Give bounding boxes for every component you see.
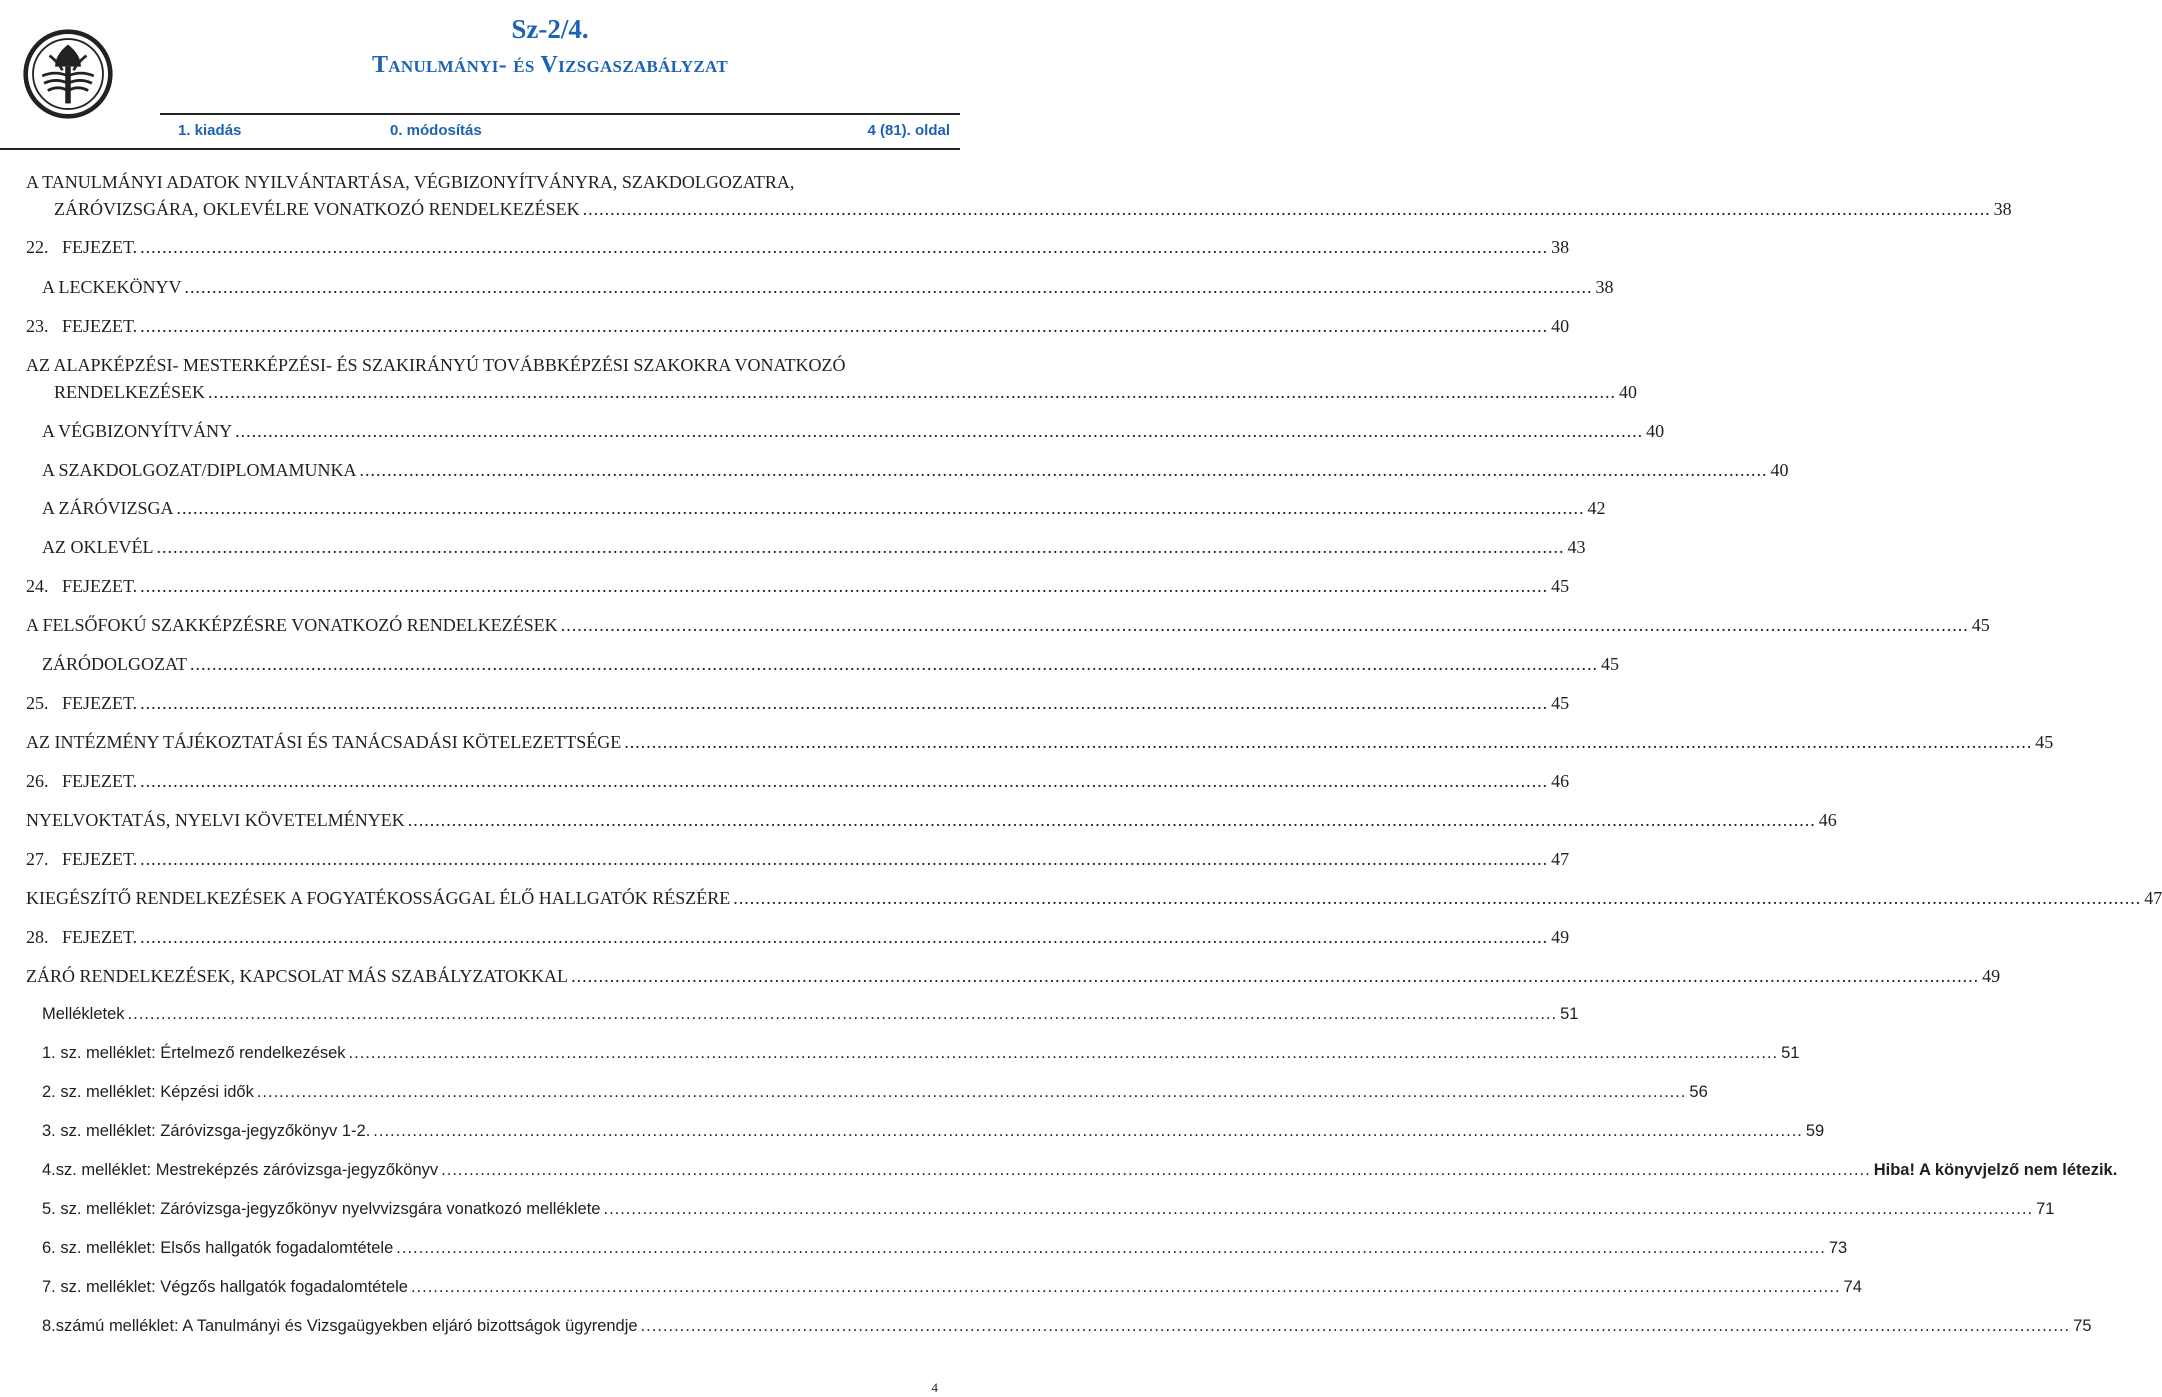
toc-entry[interactable]: 7. sz. melléklet: Végzős hallgatók fogadalomtétele ..... 74	[42, 1278, 942, 1308]
toc-entry[interactable]: A FELSŐFOKÚ SZAKKÉPZÉSRE VONATKOZÓ RENDELKEZÉSEK ..... 45	[26, 615, 942, 645]
toc-entry[interactable]: 1. sz. melléklet: Értelmező rendelkezések ..... 51	[42, 1044, 942, 1074]
document-title: Tanulmányi- és Vizsgaszabályzat	[372, 52, 728, 78]
toc-entry[interactable]: 8.számú melléklet: A Tanulmányi és Vizsgaügyekben eljáró bizottságok ügyrendje ..... 75	[42, 1317, 942, 1347]
toc-entry[interactable]: AZ ALAPKÉPZÉSI- MESTERKÉPZÉSI- ÉS SZAKIRÁNYÚ TOVÁBBKÉPZÉSI SZAKOKRA VONATKOZÓ	[26, 355, 846, 375]
modification-label: 0. módosítás	[390, 122, 482, 139]
toc-entry[interactable]: 4.sz. melléklet: Mestreképzés záróvizsga-jegyzőkönyv ..... Hiba! A könyvjelző nem létezik.	[42, 1161, 942, 1191]
toc-entry[interactable]: 26. FEJEZET. ..... 46	[26, 771, 942, 801]
toc-entry[interactable]: 3. sz. melléklet: Záróvizsga-jegyzőkönyv 1-2. ..... 59	[42, 1122, 942, 1152]
page-number: 4	[931, 1380, 938, 1395]
toc-entry[interactable]: ZÁRÓVIZSGÁRA, OKLEVÉLRE VONATKOZÓ RENDELKEZÉSEK ..... 38	[54, 199, 942, 229]
toc-entry[interactable]: 28. FEJEZET. ..... 49	[26, 927, 942, 957]
edition-label: 1. kiadás	[178, 122, 242, 139]
bookmark-error-text: Hiba! A könyvjelző nem létezik.	[1873, 1161, 2118, 1179]
toc-entry[interactable]: 27. FEJEZET. ..... 47	[26, 849, 942, 879]
document-code: Sz-2/4.	[511, 14, 589, 44]
toc-entry[interactable]: KIEGÉSZÍTŐ RENDELKEZÉSEK A FOGYATÉKOSSÁGGAL ÉLŐ HALLGATÓK RÉSZÉRE ..... 47	[26, 888, 942, 918]
toc-entry[interactable]: 22. FEJEZET. ..... 38	[26, 237, 942, 267]
toc-entry[interactable]: AZ INTÉZMÉNY TÁJÉKOZTATÁSI ÉS TANÁCSADÁSI KÖTELEZETTSÉGE ..... 45	[26, 732, 942, 762]
toc-entry[interactable]: ZÁRÓDOLGOZAT ..... 45	[42, 654, 942, 684]
toc-entry[interactable]: Mellékletek ..... 51	[42, 1005, 942, 1035]
toc-entry[interactable]: A VÉGBIZONYÍTVÁNY ..... 40	[42, 421, 942, 451]
toc-entry[interactable]: ZÁRÓ RENDELKEZÉSEK, KAPCSOLAT MÁS SZABÁLYZATOKKAL ..... 49	[26, 966, 942, 996]
toc-entry[interactable]: A LECKEKÖNYV ..... 38	[42, 277, 942, 307]
toc-entry[interactable]: 2. sz. melléklet: Képzési idők ..... 56	[42, 1083, 942, 1113]
toc-entry[interactable]: 6. sz. melléklet: Elsős hallgatók fogadalomtétele ..... 73	[42, 1239, 942, 1269]
toc-entry[interactable]: 25. FEJEZET. ..... 45	[26, 693, 942, 723]
toc-entry[interactable]: RENDELKEZÉSEK ..... 40	[54, 382, 942, 412]
toc-entry[interactable]: A SZAKDOLGOZAT/DIPLOMAMUNKA ..... 40	[42, 460, 942, 490]
toc-entry[interactable]: A TANULMÁNYI ADATOK NYILVÁNTARTÁSA, VÉGBIZONYÍTVÁNYRA, SZAKDOLGOZATRA,	[26, 172, 795, 192]
toc-entry[interactable]: A ZÁRÓVIZSGA ..... 42	[42, 498, 942, 528]
toc-entry[interactable]: NYELVOKTATÁS, NYELVI KÖVETELMÉNYEK ..... 46	[26, 810, 942, 840]
toc-entry[interactable]: AZ OKLEVÉL ..... 43	[42, 537, 942, 567]
page-label: 4 (81). oldal	[867, 122, 950, 139]
toc-entry[interactable]: 23. FEJEZET. ..... 40	[26, 316, 942, 346]
toc-entry[interactable]: 5. sz. melléklet: Záróvizsga-jegyzőkönyv nyelvvizsgára vonatkozó melléklete ..... 71	[42, 1200, 942, 1230]
toc-entry[interactable]: 24. FEJEZET. ..... 45	[26, 576, 942, 606]
